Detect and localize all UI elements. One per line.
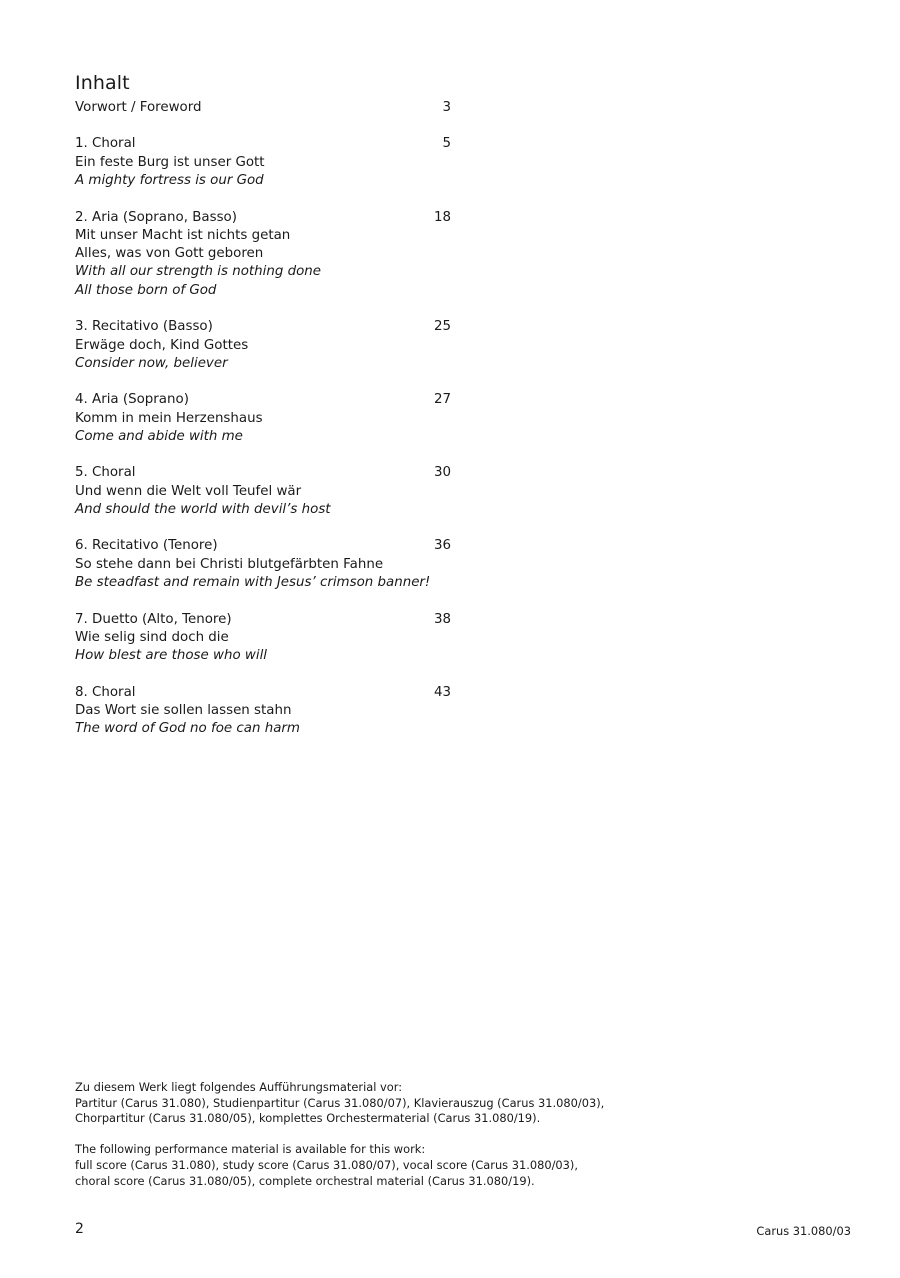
material-de-line: Chorpartitur (Carus 31.080/05), komplettes Orchestermaterial (Carus 31.080/19). — [75, 1111, 541, 1126]
performance-material-note — [75, 1080, 675, 1205]
toc-english-title: How blest are those who will — [75, 648, 268, 664]
toc-entry-heading: 2. Aria (Soprano, Basso) — [75, 209, 237, 225]
toc-german-title: Das Wort sie sollen lassen stahn — [75, 702, 292, 718]
toc-english-title: And should the world with devil’s host — [75, 501, 331, 517]
toc-entry — [75, 209, 451, 300]
toc-page-number: 43 — [433, 684, 451, 700]
toc-entry — [75, 611, 451, 666]
material-note-german — [75, 1080, 675, 1127]
toc-entry-heading: Vorwort / Foreword — [75, 100, 202, 115]
toc-entry — [75, 537, 451, 592]
toc-english-title: With all our strength is nothing done — [75, 264, 322, 280]
toc-page-number: 38 — [433, 611, 451, 627]
toc-german-title: Mit unser Macht ist nichts getan — [75, 227, 291, 243]
toc-entry-heading: 8. Choral — [75, 684, 136, 700]
toc-english-title: The word of God no foe can harm — [75, 721, 300, 737]
toc-german-title: Und wenn die Welt voll Teufel wär — [75, 483, 302, 499]
toc-entry — [75, 99, 451, 117]
toc-page-number: 3 — [442, 100, 451, 115]
toc-entry — [75, 464, 451, 519]
material-de-line: Zu diesem Werk liegt folgendes Aufführungsmaterial vor: — [75, 1080, 403, 1094]
toc-english-title: A mighty fortress is our God — [75, 173, 264, 189]
toc-entry — [75, 135, 451, 190]
material-en-line: The following performance material is available for this work: — [75, 1142, 426, 1157]
toc-german-title: Alles, was von Gott geboren — [75, 246, 264, 262]
toc-english-title: Consider now, believer — [75, 355, 228, 371]
toc-entry — [75, 391, 451, 446]
toc-english-title: All those born of God — [75, 282, 217, 298]
toc-page-number: 18 — [433, 209, 451, 225]
toc-page-number: 5 — [442, 136, 451, 152]
page-title: Inhalt — [75, 71, 130, 94]
toc-entry-heading: 6. Recitativo (Tenore) — [75, 538, 218, 554]
toc-page-number: 30 — [433, 465, 451, 481]
toc-entry — [75, 318, 451, 373]
toc-page-number: 27 — [433, 392, 451, 408]
page-number: 2 — [75, 1221, 84, 1237]
material-note-english — [75, 1142, 675, 1189]
toc-german-title: Erwäge doch, Kind Gottes — [75, 337, 249, 353]
toc-english-title: Come and abide with me — [75, 428, 243, 444]
toc-entry-heading: 3. Recitativo (Basso) — [75, 319, 213, 335]
material-en-line: choral score (Carus 31.080/05), complete orchestral material (Carus 31.080/19). — [75, 1173, 535, 1188]
material-de-line: Partitur (Carus 31.080), Studienpartitur (Carus 31.080/07), Klavierauszug (Carus 31.080/03), — [75, 1095, 605, 1110]
toc-entry-heading: 5. Choral — [75, 465, 136, 481]
toc-entry — [75, 684, 451, 739]
table-of-contents — [75, 99, 451, 757]
toc-english-title: Be steadfast and remain with Jesus’ crimson banner! — [75, 575, 431, 591]
toc-entry-heading: 4. Aria (Soprano) — [75, 392, 189, 408]
toc-german-title: So stehe dann bei Christi blutgefärbten Fahne — [75, 556, 384, 572]
toc-entry-heading: 7. Duetto (Alto, Tenore) — [75, 611, 232, 627]
toc-entry-heading: 1. Choral — [75, 136, 136, 152]
toc-page-number: 25 — [433, 319, 451, 335]
catalog-reference: Carus 31.080/03 — [756, 1224, 851, 1238]
toc-german-title: Ein feste Burg ist unser Gott — [75, 154, 265, 170]
toc-german-title: Wie selig sind doch die — [75, 629, 229, 645]
material-en-line: full score (Carus 31.080), study score (Carus 31.080/07), vocal score (Carus 31.080/03), — [75, 1157, 578, 1172]
toc-page-number: 36 — [433, 538, 451, 554]
toc-german-title: Komm in mein Herzenshaus — [75, 410, 263, 426]
